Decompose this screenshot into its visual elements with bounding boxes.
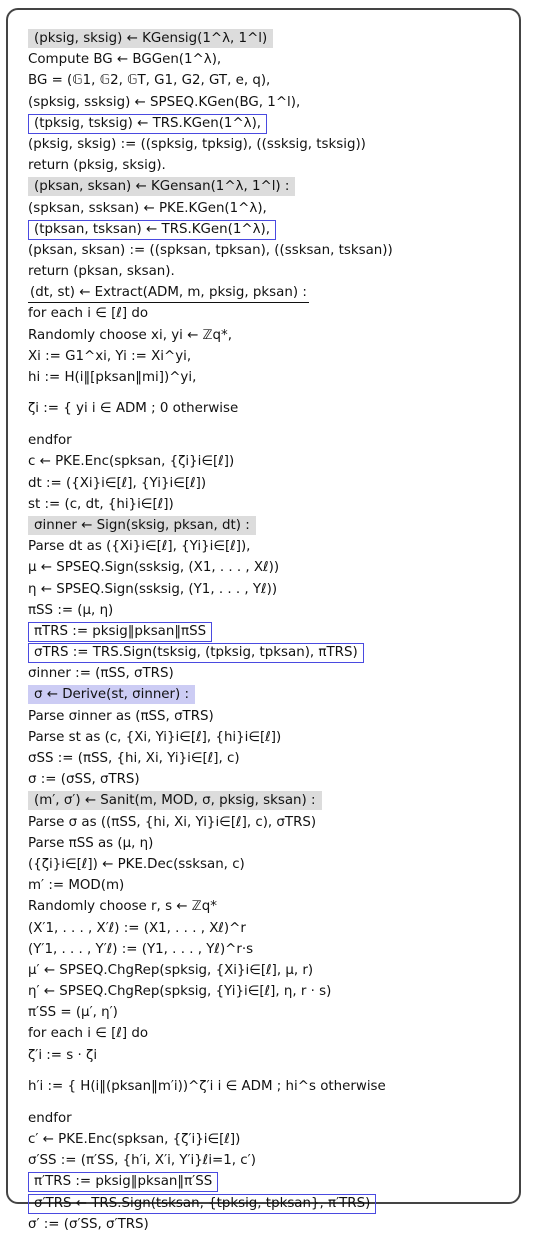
algorithm-line-text: Parse σ as ((πSS, {hi, Xi, Yi}i∈[ℓ], c), σTRS) <box>28 814 317 830</box>
algorithm-line-text: σinner := (πSS, σTRS) <box>28 666 174 682</box>
algorithm-line-text: (pksig, sksig) := ((spksig, tpksig), ((ssksig, tsksig)) <box>28 136 366 152</box>
algorithm-line-text: Parse σinner as (πSS, σTRS) <box>28 708 214 724</box>
algorithm-line <box>28 70 518 91</box>
algorithm-line <box>28 1066 518 1108</box>
algorithm-line-text: ζ′i := s · ζi <box>28 1047 98 1063</box>
algorithm-line-text: σ′TRS ← TRS.Sign(tsksan, {tpksig, tpksan}, π′TRS) <box>28 1194 376 1214</box>
algorithm-line <box>28 473 518 494</box>
algorithm-line-text: st := (c, dt, {hi}i∈[ℓ]) <box>28 496 174 512</box>
algorithm-line-text: Parse st as (c, {Xi, Yi}i∈[ℓ], {hi}i∈[ℓ]) <box>28 729 282 745</box>
algorithm-line-text: (pksig, sksig) ← KGensig(1^λ, 1^l) <box>28 29 273 48</box>
algorithm-line <box>28 600 518 621</box>
algorithm-line-text: σinner ← Sign(sksig, pksan, dt) : <box>28 516 256 535</box>
algorithm-line-text: dt := ({Xi}i∈[ℓ], {Yi}i∈[ℓ]) <box>28 475 207 491</box>
algorithm-line <box>28 1002 518 1023</box>
algorithm-line <box>28 198 518 219</box>
algorithm-line <box>28 727 518 748</box>
algorithm-line-text: BG = (𝔾1, 𝔾2, 𝔾T, G1, G2, GT, e, q), <box>28 73 271 89</box>
algorithm-line-text: (pksan, sksan) := ((spksan, tpksan), ((ssksan, tsksan)) <box>28 242 393 258</box>
algorithm-line <box>28 261 518 282</box>
algorithm-line-text: (tpksan, tsksan) ← TRS.KGen(1^λ), <box>28 220 276 240</box>
algorithm-line <box>28 706 518 727</box>
algorithm-line <box>28 684 518 705</box>
algorithm-line-text: c′ ← PKE.Enc(spksan, {ζ′i}i∈[ℓ]) <box>28 1132 241 1147</box>
algorithm-line-text: σ ← Derive(st, σinner) : <box>28 685 195 704</box>
algorithm-line <box>28 557 518 578</box>
algorithm-line <box>28 1214 518 1235</box>
algorithm-line <box>28 240 518 261</box>
algorithm-line <box>28 812 518 833</box>
algorithm-line-text: μ′ ← SPSEQ.ChgRep(spksig, {Xi}i∈[ℓ], μ, r) <box>28 962 314 978</box>
algorithm-line-text: Compute BG ← BGGen(1^λ), <box>28 52 222 68</box>
algorithm-line-text: (pksan, sksan) ← KGensan(1^λ, 1^l) : <box>28 177 295 196</box>
algorithm-line-text: (X′1, . . . , X′ℓ) := (X1, . . . , Xℓ)^r <box>28 920 246 936</box>
algorithm-line-text: (m′, σ′) ← Sanit(m, MOD, σ, pksig, sksan) : <box>28 791 322 810</box>
algorithm-line <box>28 1129 518 1150</box>
algorithm-line <box>28 346 518 367</box>
algorithm-line <box>28 451 518 472</box>
algorithm-line-text: (Y′1, . . . , Y′ℓ) := (Y1, . . . , Yℓ)^r·s <box>28 941 254 957</box>
algorithm-line <box>28 663 518 684</box>
algorithm-line-text: σTRS := TRS.Sign(tsksig, (tpksig, tpksan), πTRS) <box>28 643 364 663</box>
algorithm-line <box>28 113 518 134</box>
algorithm-line <box>28 981 518 1002</box>
algorithm-line-text: σSS := (πSS, {hi, Xi, Yi}i∈[ℓ], c) <box>28 751 240 766</box>
algorithm-line <box>28 579 518 600</box>
algorithm-line <box>28 833 518 854</box>
algorithm-line <box>28 875 518 896</box>
algorithm-line <box>28 494 518 515</box>
algorithm-line-text: (spksig, ssksig) ← SPSEQ.KGen(BG, 1^l), <box>28 94 301 110</box>
algorithm-line <box>28 134 518 155</box>
algorithm-line <box>28 388 518 430</box>
algorithm-line-text: π′SS = (μ′, η′) <box>28 1005 118 1021</box>
algorithm-line <box>28 642 518 663</box>
algorithm-line <box>28 918 518 939</box>
algorithm-line <box>28 536 518 557</box>
algorithm-line-text: σ′SS := (π′SS, {h′i, X′i, Y′i}ℓi=1, c′) <box>28 1153 256 1169</box>
algorithm-line-text: ζi := { yi i ∈ ADM ; 0 otherwise <box>28 401 239 417</box>
algorithm-line <box>28 515 518 536</box>
algorithm-line-text: for each i ∈ [ℓ] do <box>28 1026 149 1042</box>
algorithm-line-text: (tpksig, tsksig) ← TRS.KGen(1^λ), <box>28 114 267 134</box>
algorithm-line <box>28 960 518 981</box>
algorithm-line-text: μ ← SPSEQ.Sign(ssksig, (X1, . . . , Xℓ)) <box>28 560 280 576</box>
algorithm-line-text: return (pksig, sksig). <box>28 158 166 174</box>
algorithm-line-text: h′i := { H(i‖(pksan‖m′i))^ζ′i i ∈ ADM ; hi^s otherwise <box>28 1078 386 1094</box>
algorithm-line-text: η ← SPSEQ.Sign(ssksig, (Y1, . . . , Yℓ)) <box>28 581 278 597</box>
algorithm-line-text: Xi := G1^xi, Yi := Xi^yi, <box>28 348 192 364</box>
algorithm-line-text: σ′ := (σ′SS, σ′TRS) <box>28 1216 149 1232</box>
algorithm-line-text: η′ ← SPSEQ.ChgRep(spksig, {Yi}i∈[ℓ], η, r · s) <box>28 984 332 1000</box>
algorithm-line <box>28 28 518 49</box>
algorithm-line <box>28 854 518 875</box>
algorithm-line <box>28 430 518 451</box>
algorithm-line <box>28 790 518 811</box>
algorithm-line <box>28 367 518 388</box>
algorithm-line <box>28 1150 518 1171</box>
algorithm-line <box>28 1193 518 1214</box>
algorithm-line-text: πSS := (μ, η) <box>28 602 114 618</box>
algorithm-line-text: ({ζi}i∈[ℓ]) ← PKE.Dec(ssksan, c) <box>28 856 245 872</box>
algorithm-line <box>28 155 518 176</box>
algorithm-line-text: (spksan, ssksan) ← PKE.KGen(1^λ), <box>28 200 267 216</box>
algorithm-line <box>28 621 518 642</box>
algorithm-line <box>28 303 518 324</box>
algorithm-line-text: Randomly choose r, s ← ℤq* <box>28 899 217 915</box>
algorithm-line-text: endfor <box>28 433 72 449</box>
algorithm-line-text: m′ := MOD(m) <box>28 878 125 894</box>
algorithm-line-text: for each i ∈ [ℓ] do <box>28 306 149 322</box>
algorithm-line <box>28 176 518 197</box>
algorithm-line <box>28 939 518 960</box>
algorithm-line-text: (dt, st) ← Extract(ADM, m, pksig, pksan) : <box>28 284 309 303</box>
algorithm-line <box>28 769 518 790</box>
algorithm-line <box>28 1045 518 1066</box>
algorithm-line <box>28 49 518 70</box>
algorithm-line <box>28 896 518 917</box>
algorithm-line-text: Parse dt as ({Xi}i∈[ℓ], {Yi}i∈[ℓ]), <box>28 539 251 555</box>
algorithm-line-text: π′TRS := pksig‖pksan‖π′SS <box>28 1172 218 1192</box>
algorithm-line-text: Randomly choose xi, yi ← ℤq*, <box>28 327 233 343</box>
algorithm-line <box>28 1023 518 1044</box>
algorithm-line <box>28 92 518 113</box>
algorithm-line <box>28 1171 518 1192</box>
algorithm-line-text: endfor <box>28 1110 72 1126</box>
algorithm-line <box>28 325 518 346</box>
algorithm-line <box>28 282 518 303</box>
algorithm-line-text: return (pksan, sksan). <box>28 264 175 280</box>
algorithm-line-text: σ := (σSS, σTRS) <box>28 772 140 788</box>
algorithm-line-text: hi := H(i‖[pksan‖mi])^yi, <box>28 370 197 385</box>
algorithm-line <box>28 748 518 769</box>
algorithm-line-text: c ← PKE.Enc(spksan, {ζi}i∈[ℓ]) <box>28 454 235 470</box>
algorithm-listing <box>28 28 518 1235</box>
algorithm-frame <box>6 8 521 1232</box>
algorithm-line-text: πTRS := pksig‖pksan‖πSS <box>28 622 212 642</box>
algorithm-line <box>28 1108 518 1129</box>
algorithm-line-text: Parse πSS as (μ, η) <box>28 835 154 851</box>
algorithm-line <box>28 219 518 240</box>
